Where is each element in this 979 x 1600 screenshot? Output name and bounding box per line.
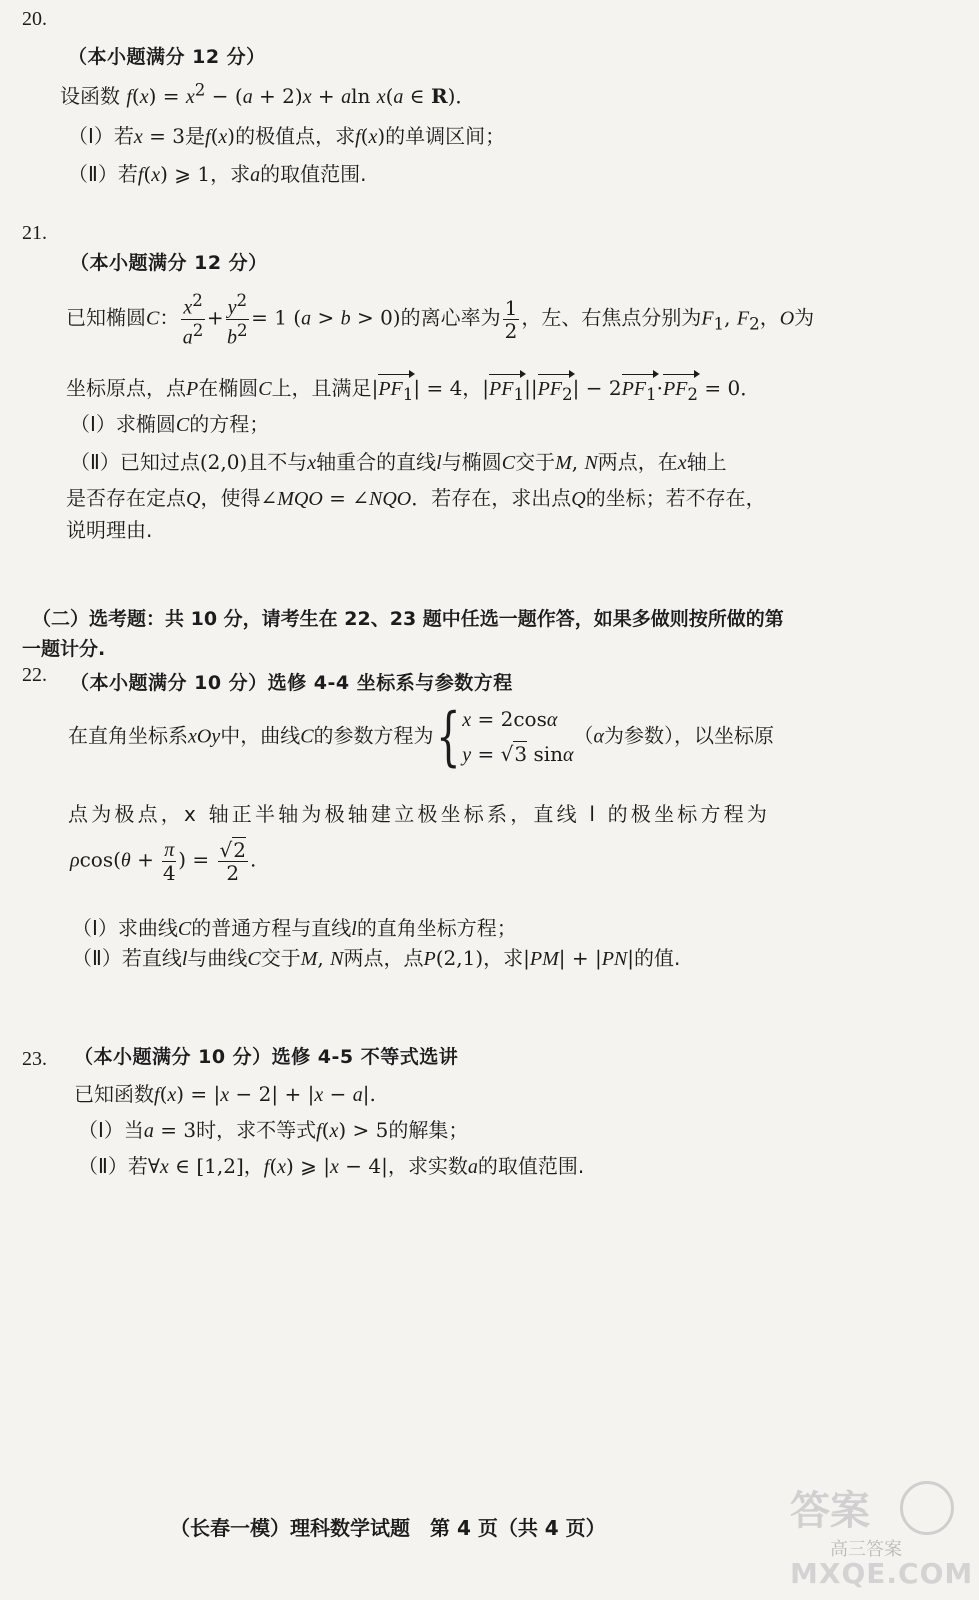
part-2: （Ⅱ）若∀x ∈ [1,2]，f(x) ⩾ |x − 4|，求实数a的取值范围.: [78, 1154, 585, 1178]
question-number: 20.: [22, 8, 47, 30]
question-number: 23.: [22, 1048, 47, 1070]
condition-line: 坐标原点，点P在椭圆C上，且满足$|PF_1| = 4$，$|PF_1||PF_2| - 2PF_1\cdot PF_2 = 0$．: [66, 376, 761, 404]
question-header: （本小题满分 10 分）选修 4-4 坐标系与参数方程: [70, 672, 513, 694]
part-2: （Ⅱ）已知过点(2,0)且不与x轴重合的直线l与椭圆C交于M, N两点，在x轴上: [70, 450, 727, 474]
part-1: （Ⅰ）当a = 3时，求不等式f(x) > 5的解集；: [78, 1118, 469, 1142]
parametric-definition: 在直角坐标系xOy中，曲线C的参数方程为{ x = 2cosα y = √3 sinα （α为参数），以坐标原: [68, 700, 775, 774]
question-header: （本小题满分 10 分）选修 4-5 不等式选讲: [74, 1046, 459, 1068]
polar-setup: 点为极点，x 轴正半轴为极轴建立极坐标系，直线 l 的极坐标方程为: [68, 802, 771, 826]
part-2: （Ⅱ）若直线l与曲线C交于M, N两点，点P(2,1)，求|PM| + |PN|的值.: [72, 946, 681, 970]
page-footer: （长春一模）理科数学试题 第 4 页（共 4 页）: [170, 1516, 606, 1540]
circle-icon: [900, 1481, 954, 1535]
question-header: （本小题满分 12 分）: [68, 46, 266, 68]
part-2: （Ⅱ）若f(x) ⩾ 1，求a的取值范围.: [68, 162, 367, 186]
part-2-cont: 是否存在定点Q，使得∠MQO = ∠NQO．若存在，求出点Q的坐标；若不存在，: [66, 486, 766, 510]
question-number: 21.: [22, 222, 47, 244]
part-1: （Ⅰ）求椭圆C的方程；: [70, 412, 270, 436]
ellipse-definition: 已知椭圆C： $\frac{x^2}{a^2}$ + $\frac{y^2}{b^2}$ = 1 (a > b > 0)的离心率为 $\frac{1}{2}$ ，左、右焦点分别为$F_1$, $F_2$，O为: [66, 291, 815, 349]
question-number: 22.: [22, 664, 47, 686]
part-2-end: 说明理由.: [66, 518, 153, 542]
part-1: （Ⅰ）求曲线C的普通方程与直线l的直角坐标方程；: [72, 916, 517, 940]
watermark-logo: 答案 高三答案 MXQE.COM: [790, 1475, 970, 1595]
question-header: （本小题满分 12 分）: [70, 252, 268, 274]
part-1: （Ⅰ）若x = 3是f(x)的极值点，求f(x)的单调区间；: [68, 124, 506, 148]
question-stem: 已知函数f(x) = |x − 2| + |x − a|.: [74, 1082, 376, 1106]
exam-page: 20. （本小题满分 12 分） 设函数 $f(x) = x^2 - (a + 2)x + aln$ x(a ∈ R)． （Ⅰ）若x = 3是f(x)的极值点，求f(x)的单调区间； （Ⅱ）若f(x) ⩾ 1，求a的取值范围. 21. （本小题满分 12 分） 已知椭圆C： $\frac{x^2}{a^2}$ + $\frac{y^2}{b^2}$ = 1 (a > b > 0)的离心率为 $\frac{1}{2}$ ，左、右焦点分别为$F_1$, $F_2$，O为 坐标原点，点P在椭圆C上，且满足$|PF_1| = 4$，$|PF_1||PF_2| - 2PF_1\cdot PF_2 = 0$． （Ⅰ）求椭圆C的方程； （Ⅱ）已知过点(2,0)且不与x轴重合的直线l与椭圆C交于M, N两点，在x轴上 是否存在定点Q，使得∠MQO = ∠NQO．若存在，求出点Q的坐标；若不存在， 说明理由. （二）选考题：共 10 分，请考生在 22、23 题中任选一题作答，如果多做则按所做的第 一题计分. 22. （本小题满分 10 分）选修 4-4 坐标系与参数方程 在直角坐标系xOy中，曲线C的参数方程为{ x = 2cosα y = √3 sinα （α为参数），以坐标原 点为极点，x 轴正半轴为极轴建立极坐标系，直线 l 的极坐标方程为 ρcos(θ + $\frac{\pi}{4}$ ) = $\frac{√2}{2}$ . （Ⅰ）求曲线C的普通方程与直线l的直角坐标方程； （Ⅱ）若直线l与曲线C交于M, N两点，点P(2,1)，求|PM| + |PN|的值. 23. （本小题满分 10 分）选修 4-5 不等式选讲 已知函数f(x) = |x − 2| + |x − a|. （Ⅰ）当a = 3时，求不等式f(x) > 5的解集； （Ⅱ）若∀x ∈ [1,2]，f(x) ⩾ |x − 4|，求实数a的取值范围. （长春一模）理科数学试题 第 4 页（共 4 页） 答案 高三答案 MXQE.COM: [0, 0, 979, 1600]
question-stem: 设函数 $f(x) = x^2 - (a + 2)x + aln$ x(a ∈ R)．: [60, 80, 476, 108]
polar-equation: ρcos(θ + $\frac{\pi}{4}$ ) = $\frac{√2}{2}$ .: [70, 837, 257, 885]
